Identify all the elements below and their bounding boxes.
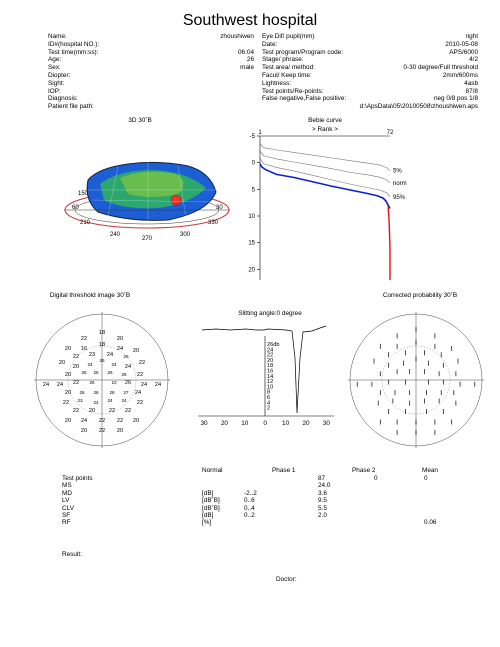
threshold-value: 26 [93, 370, 99, 375]
slitting-title: Slitting angle:0 degree [238, 310, 302, 317]
threshold-value: 10 [111, 380, 117, 385]
threshold-value: 26 [109, 390, 115, 395]
slit-x-tick-label: 20 [220, 420, 228, 427]
results-cell-normal: 0..6 [244, 497, 255, 505]
results-row [62, 505, 462, 512]
info-row-left [48, 64, 254, 72]
threshold-value: 22 [72, 380, 80, 386]
info-value: neg 0/8 pos 1/8 [433, 95, 478, 103]
info-row-right [262, 64, 478, 72]
results-row [62, 482, 462, 489]
info-label: ID#(hospital NO.): [48, 40, 100, 48]
threshold-value: 24 [124, 364, 132, 370]
threshold-value: 24 [154, 382, 162, 388]
results-cell-name: SF [62, 511, 71, 519]
plot3d-surface [58, 140, 238, 245]
threshold-value: 20 [80, 428, 88, 434]
threshold-value: 20 [72, 364, 80, 370]
slit-y-tick-label: 22 [267, 352, 274, 359]
slit-y-tick-label: 24 [267, 347, 274, 354]
threshold-value: 26 [79, 390, 85, 395]
bebie-y-tick-label: 0 [251, 160, 255, 167]
plot3d-label-240: 240 [110, 232, 121, 238]
info-label: Sex: [48, 64, 61, 72]
info-value: 26 [246, 56, 254, 64]
plot3d-label-30: 30 [216, 205, 223, 211]
bebie-chart [222, 128, 422, 288]
info-row-left [48, 80, 254, 88]
threshold-value: 24 [80, 418, 88, 424]
threshold-value: 22 [108, 408, 116, 414]
slit-x-tick-label: 30 [322, 420, 330, 427]
bebie-legend-label: norm [393, 180, 407, 187]
bebie-series-line [260, 164, 390, 209]
results-row [62, 475, 462, 482]
plot3d-surface-top [120, 172, 184, 197]
info-label: False negative,False positive: [262, 95, 347, 103]
results-column-header: Normal [202, 467, 223, 474]
slit-y-tick-label: 18 [267, 363, 274, 370]
results-cell-unit: [%] [202, 519, 212, 527]
results-cell-name: LV [62, 497, 70, 505]
results-cell-name: MS [62, 482, 72, 490]
digital-threshold-title: Digital threshold image 30˚B [49, 292, 131, 299]
info-value: d:\ApsData\05\20100508\zhoushiwen.aps [359, 103, 478, 111]
bebie-x-tick-label: 1 [258, 130, 262, 136]
slit-x-tick-label: 0 [263, 420, 267, 427]
slit-x-tick-label: 10 [282, 420, 290, 427]
threshold-value: 20 [132, 348, 140, 354]
bebie-y-tick-label: 5 [251, 187, 255, 194]
bebie-y-tick-label: 10 [248, 214, 255, 220]
threshold-value: 18 [98, 330, 106, 336]
slit-y-tick-label: 12 [267, 379, 274, 386]
threshold-value: 24 [42, 382, 50, 388]
threshold-value: 23 [77, 398, 83, 403]
slit-x-tick-label: 10 [241, 420, 249, 427]
patient-info-right [262, 33, 478, 111]
threshold-value: 22 [72, 408, 80, 414]
results-table [62, 467, 462, 527]
info-label: Diagnosis: [48, 95, 78, 103]
info-value: 87/8 [465, 87, 478, 95]
threshold-value: 24 [111, 362, 117, 367]
plot3d-label-300: 300 [180, 232, 191, 238]
slit-y-tick-label: 26db [267, 342, 280, 348]
bebie-subtitle: > Rank > [312, 126, 338, 133]
threshold-value: 22 [72, 354, 80, 360]
threshold-value: 24 [93, 400, 99, 405]
results-header-row [62, 467, 462, 475]
threshold-value: 20 [64, 418, 72, 424]
results-column-header: Mean [422, 467, 438, 474]
threshold-value: 22 [136, 400, 144, 406]
threshold-value: 23 [88, 352, 96, 358]
results-cell-mean: 0.06 [424, 519, 437, 527]
results-cell-unit: [dB˚B] [202, 504, 220, 512]
info-row-left [48, 88, 254, 96]
results-row [62, 512, 462, 519]
info-value: 4/2 [469, 56, 478, 64]
info-label: Patient file path: [48, 103, 94, 111]
threshold-value: 20 [88, 408, 96, 414]
info-label: Sight: [48, 79, 65, 87]
bebie-series-line [388, 206, 390, 280]
bebie-title: Bebie curve [308, 117, 342, 124]
slitting-chart [196, 318, 338, 432]
threshold-value: 22 [116, 418, 124, 424]
info-row-left [48, 103, 254, 111]
threshold-value: 24 [107, 398, 113, 403]
threshold-value: 26 [89, 380, 95, 385]
threshold-value: 20 [58, 360, 66, 366]
threshold-value: 22 [62, 400, 70, 406]
threshold-value: 26 [99, 358, 105, 363]
plot3d-label-330: 330 [208, 220, 219, 226]
slit-x-tick-label: 20 [302, 420, 310, 427]
results-cell-phase1: 3.6 [318, 489, 327, 497]
info-value: male [240, 64, 254, 72]
info-row-left [48, 72, 254, 80]
info-row-left [48, 33, 254, 41]
plot3d-title: 3D 30˚B [128, 117, 152, 124]
info-value: 2mm/600ms [442, 71, 478, 79]
info-label: Eye Dif/ pupil(mm) [262, 33, 315, 40]
bebie-series-line [260, 143, 390, 170]
info-value: right [465, 33, 478, 40]
results-cell-phase1: 5.5 [318, 504, 327, 512]
threshold-value: 24 [140, 382, 148, 388]
info-label: Test points/Re-points: [262, 87, 324, 95]
threshold-value: 22 [80, 336, 88, 342]
threshold-value: 24 [121, 398, 127, 403]
plot3d-label-150: 150 [78, 191, 89, 197]
slit-y-tick-label: 16 [267, 368, 274, 375]
info-value: 2010-05-08 [445, 40, 478, 48]
info-row-right [262, 95, 478, 103]
results-cell-normal: 0..2 [244, 511, 255, 519]
results-cell-name: RF [62, 519, 71, 527]
info-label: Test program/Program code: [262, 48, 343, 56]
slit-y-tick-label: 4 [267, 400, 271, 407]
threshold-value: 26 [81, 370, 87, 375]
plot3d-defect-spot [171, 195, 181, 205]
info-row-right [262, 88, 478, 96]
results-cell-phase1: 87 [318, 475, 326, 482]
threshold-value: 26 [121, 372, 127, 377]
bebie-x-tick-label: 72 [386, 130, 394, 136]
threshold-value: 24 [116, 346, 124, 352]
results-cell-unit: [dB˚B] [202, 497, 220, 505]
slit-y-tick-label: 6 [267, 395, 271, 401]
results-cell-phase1: 24.0 [318, 482, 331, 490]
slit-x-tick-label: 30 [200, 420, 208, 427]
threshold-value: 20 [132, 418, 140, 424]
threshold-value: 26 [107, 370, 113, 375]
patient-info-left [48, 33, 254, 111]
results-cell-phase2: 0 [374, 475, 378, 482]
threshold-value: 24 [106, 352, 114, 358]
info-value: 0-30 degree/Full threshold [403, 64, 478, 72]
info-row-left [48, 56, 254, 64]
threshold-value: 20 [116, 428, 124, 434]
threshold-value: 20 [64, 346, 72, 352]
info-row-right [262, 56, 478, 64]
results-cell-mean: 0 [424, 475, 428, 482]
results-cell-phase1: 9.5 [318, 497, 327, 505]
bebie-y-tick-label: 20 [248, 267, 255, 274]
threshold-value: 18 [98, 342, 106, 348]
slit-profile-line [202, 326, 326, 413]
info-label: Age: [48, 56, 62, 64]
info-row-left [48, 95, 254, 103]
results-row [62, 497, 462, 504]
info-value: 4asb [464, 79, 478, 87]
bebie-series-line [260, 158, 390, 196]
results-cell-unit: [dB] [202, 511, 214, 519]
threshold-value: 27 [123, 390, 129, 395]
info-label: IOP: [48, 87, 61, 95]
result-label: Result: [62, 551, 82, 558]
results-row [62, 490, 462, 497]
results-cell-normal: -2..2 [244, 489, 257, 497]
info-row-right [262, 41, 478, 49]
results-column-header: Phase 2 [352, 467, 376, 474]
doctor-label: Doctor: [276, 576, 297, 583]
results-cell-name: MD [62, 489, 72, 497]
info-label: Date: [262, 40, 278, 48]
threshold-value: 26 [123, 354, 129, 359]
threshold-value: 24 [56, 382, 64, 388]
threshold-value: 16 [80, 346, 88, 352]
threshold-value: 20 [64, 372, 72, 378]
bebie-y-tick-label: 15 [248, 240, 255, 247]
info-row-right [262, 33, 478, 41]
info-label: Test time(mm:ss): [48, 48, 99, 56]
results-cell-phase1: 2.0 [318, 511, 327, 519]
info-row-left [48, 49, 254, 57]
results-row [62, 519, 462, 526]
slit-y-tick-label: 14 [267, 373, 274, 380]
results-column-header: Phase 1 [272, 467, 296, 474]
slit-y-tick-label: 2 [267, 405, 271, 412]
bebie-y-tick-label: -5 [249, 134, 255, 140]
results-cell-unit: [dB] [202, 489, 214, 497]
corrected-probability-chart [346, 310, 486, 450]
threshold-value: 22 [98, 428, 106, 434]
corrected-probability-title: Corrected probability 30˚B [382, 292, 458, 299]
threshold-value: 22 [124, 408, 132, 414]
threshold-value: 26 [93, 390, 99, 395]
info-label: Name: [48, 33, 67, 40]
results-cell-name: CLV [62, 504, 74, 512]
info-label: Test area/ method: [262, 64, 315, 72]
threshold-value: 20 [116, 336, 124, 342]
info-value: APS/6000 [449, 48, 478, 56]
info-label: Diopter: [48, 71, 71, 79]
slit-y-tick-label: 10 [267, 384, 274, 391]
bebie-legend-label: 5% [393, 168, 402, 175]
info-row-right [262, 72, 478, 80]
info-label: Stage/ phrase: [262, 56, 304, 64]
threshold-value: 24 [134, 390, 142, 396]
threshold-value: 22 [138, 360, 146, 366]
info-value: 06:04 [238, 48, 254, 56]
bebie-legend-label: 95% [393, 194, 406, 201]
info-row-left [48, 41, 254, 49]
info-row-right [262, 49, 478, 57]
plot3d-label-210: 210 [80, 220, 91, 226]
threshold-value: 20 [64, 390, 72, 396]
slit-y-tick-label: 20 [267, 357, 274, 364]
info-label: Lightness: [262, 79, 292, 87]
plot3d-label-60: 60 [72, 205, 79, 211]
threshold-value: 26 [124, 380, 132, 386]
slit-y-tick-label: 8 [267, 389, 271, 396]
results-cell-normal: 0..4 [244, 504, 255, 512]
info-row-right [262, 103, 478, 111]
info-value: zhoushiwen [220, 33, 254, 40]
digital-threshold-chart [32, 310, 172, 450]
threshold-value: 24 [87, 362, 93, 367]
report-title: Southwest hospital [182, 12, 318, 29]
threshold-value: 22 [136, 372, 144, 378]
results-cell-name: Test points [62, 475, 93, 482]
info-row-right [262, 80, 478, 88]
info-label: Facul/ Keep time: [262, 71, 312, 79]
threshold-value: 22 [98, 418, 106, 424]
plot3d-label-270: 270 [142, 236, 153, 242]
